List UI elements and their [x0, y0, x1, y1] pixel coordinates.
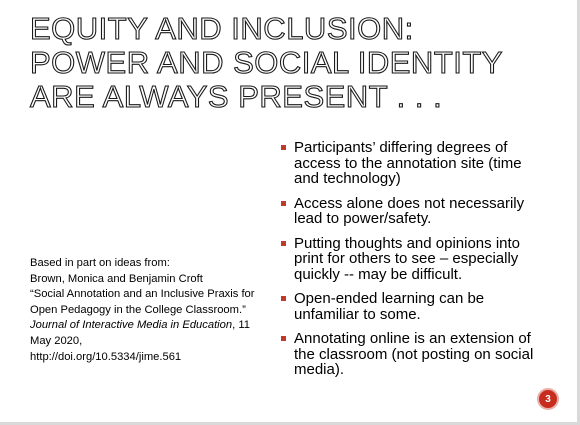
citation-block: [30, 256, 270, 365]
citation-doi: http://doi.org/10.5334/jime.561: [30, 350, 182, 363]
bullet-marker-icon: [281, 296, 286, 301]
title-line-3: ARE ALWAYS PRESENT . . .: [30, 79, 443, 114]
bullet-item: [280, 236, 550, 283]
bullet-marker-icon: [281, 145, 286, 150]
citation-details: , 11 May 2020,: [30, 319, 250, 347]
bullet-text: Access alone does not necessarily lead to power/safety.: [294, 194, 525, 227]
bullet-text: Participants’ differing degrees of access to the annotation site (time and technology): [294, 139, 522, 187]
title-line-1: EQUITY AND INCLUSION:: [30, 11, 414, 46]
page-number-badge: 3: [537, 388, 559, 410]
bullet-text: Open-ended learning can be unfamiliar to some.: [294, 290, 485, 323]
citation-article-and-journal: [30, 287, 270, 349]
bullet-item: [280, 196, 550, 227]
slide-title: [30, 12, 550, 114]
bullet-text: Putting thoughts and opinions into print for others to see – especially quickly -- may be difficult.: [294, 234, 521, 283]
citation-article: “Social Annotation and an Inclusive Praxis for Open Pedagogy in the College Classroom.”: [30, 288, 255, 316]
citation-journal: Journal of Interactive Media in Education: [30, 319, 233, 332]
bullet-marker-icon: [281, 336, 286, 341]
bullet-item: [280, 291, 550, 322]
bullet-marker-icon: [281, 241, 286, 246]
bullet-item: [280, 140, 550, 187]
citation-authors: Brown, Monica and Benjamin Croft: [30, 272, 203, 285]
bullet-item: [280, 331, 550, 378]
citation-intro: Based in part on ideas from:: [30, 257, 170, 269]
bullet-marker-icon: [281, 201, 286, 206]
bullet-text: Annotating online is an extension of the classroom (not posting on social media).: [294, 330, 534, 378]
bullet-list: [280, 140, 550, 387]
title-line-2: POWER AND SOCIAL IDENTITY: [30, 45, 503, 80]
